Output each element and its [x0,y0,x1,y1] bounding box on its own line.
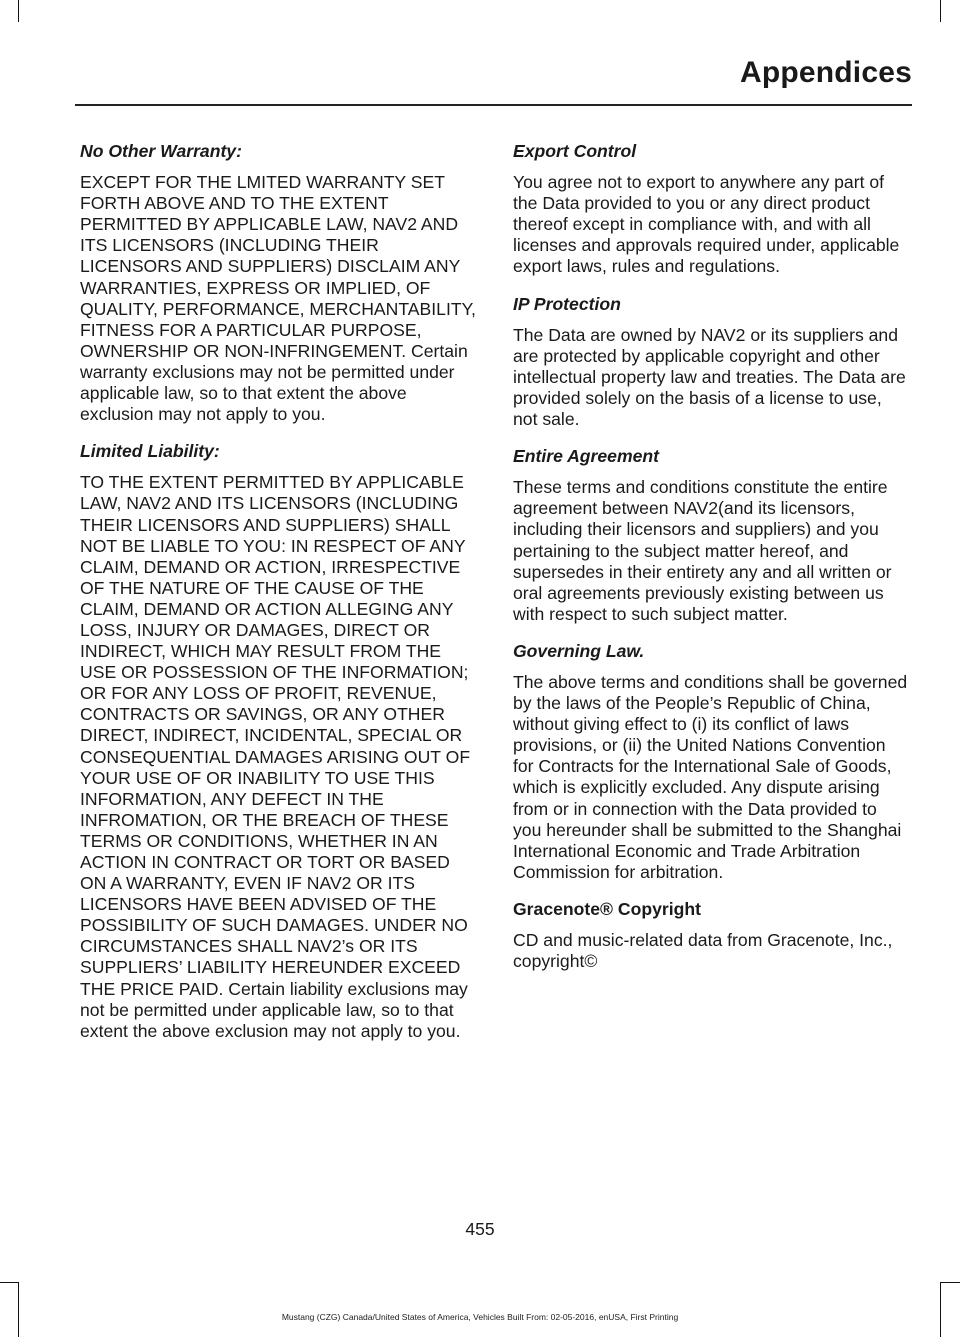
crop-mark-top-right-v [940,0,941,22]
paragraph-no-other-warranty: EXCEPT FOR THE LMITED WARRANTY SET FORTH ABOVE AND TO THE EXTENT PERMITTED BY APPLICABLE LAW, NAV2 AND ITS LICENSORS (INCLUDING THEIR LICENSORS AND SUPPLIERS) DISCLAIM ANY WARRANTIES, EXPRESS OR IMPLIED, OF QUALITY, PERFORMANCE, MERCHANTABILITY, FITNESS FOR A PARTICULAR PURPOSE, OWNERSHIP OR NON-INFRINGEMENT. Certain warranty exclusions may not be permitted under applicable law, so to that extent the above exclusion may not apply to you. [80,172,476,425]
heading-no-other-warranty: No Other Warranty: [80,141,242,161]
footer-text: Mustang (CZG) Canada/United States of America, Vehicles Built From: 02-05-2016, enUSA, First Printing [281,1312,679,1322]
paragraph-limited-liability: TO THE EXTENT PERMITTED BY APPLICABLE LAW, NAV2 AND ITS LICENSORS (INCLUDING THEIR LICENSORS AND SUPPLIERS) SHALL NOT BE LIABLE TO YOU: IN RESPECT OF ANY CLAIM, DEMAND OR ACTION, IRRESPECTIVE OF THE NATURE OF THE CAUSE OF THE CLAIM, DEMAND OR ACTION ALLEGING ANY LOSS, INJURY OR DAMAGES, DIRECT OR INDIRECT, WHICH MAY RESULT FROM THE USE OR POSSESSION OF THE INFORMATION; OR FOR ANY LOSS OF PROFIT, REVENUE, CONTRACTS OR SAVINGS, OR ANY OTHER DIRECT, INDIRECT, INCIDENTAL, SPECIAL OR CONSEQUENTIAL DAMAGES ARISING OUT OF YOUR USE OF OR INABILITY TO USE THIS INFORMATION, ANY DEFECT IN THE INFROMATION, OR THE BREACH OF THESE TERMS OR CONDITIONS, WHETHER IN AN ACTION IN CONTRACT OR TORT OR BASED ON A WARRANTY, EVEN IF NAV2 OR ITS LICENSORS HAVE BEEN ADVISED OF THE POSSIBILITY OF SUCH DAMAGES. UNDER NO CIRCUMSTANCES SHALL NAV2’s OR ITS SUPPLIERS’ LIABILITY HEREUNDER EXCEED THE PRICE PAID. Certain liability exclusions may not be permitted under applicable law, so to that extent the above exclusion may not apply to you. [80,472,471,1041]
crop-mark-bottom-left-h [0,1282,18,1283]
crop-mark-bottom-left-v [18,1282,19,1337]
paragraph-governing-law: The above terms and conditions shall be governed by the laws of the People’s Republic of China, without giving effect to (i) its conflict of laws provisions, or (ii) the United Nations Convention for Contracts for the International Sale of Goods, which is explicitly excluded. Any dispute arising from or in connection with the Data provided to you hereunder shall be submitted to the Shanghai International Economic and Trade Arbitration Commission for arbitration. [513,671,908,882]
heading-ip-protection: IP Protection [513,293,621,314]
heading-gracenote-copyright: Gracenote® Copyright [513,898,701,919]
crop-mark-bottom-right-v [940,1282,941,1337]
heading-limited-liability: Limited Liability: [80,441,220,462]
crop-mark-top-left-v [18,0,19,22]
paragraph-export-control: You agree not to export to anywhere any part of the Data provided to you or any direct product thereof except in compliance with, and with all licenses and approvals required under, applicable export laws, rules and regulations. [513,172,900,277]
crop-mark-bottom-right-h [940,1282,960,1283]
paragraph-ip-protection: The Data are owned by NAV2 or its suppliers and are protected by applicable copyright and other intellectual property law and treaties. The Data are provided solely on the basis of a license to use, not sale. [513,324,906,430]
heading-entire-agreement: Entire Agreement [513,446,659,467]
right-column [513,141,909,988]
paragraph-entire-agreement: These terms and conditions constitute the entire agreement between NAV2(and its licensors, including their licensors and suppliers) and you pertaining to the subject matter hereof, and supersedes in their entirety any and all written or oral agreements previously existing between us with respect to such subject matter. [513,477,892,624]
heading-export-control: Export Control [513,141,637,161]
header-rule [75,104,912,106]
page-number: 455 [465,1219,495,1239]
page-title: Appendices [739,56,912,89]
paragraph-gracenote-copyright: CD and music-related data from Gracenote, Inc., copyright© [513,930,893,972]
heading-governing-law: Governing Law. [513,640,645,661]
left-column [80,141,476,1058]
